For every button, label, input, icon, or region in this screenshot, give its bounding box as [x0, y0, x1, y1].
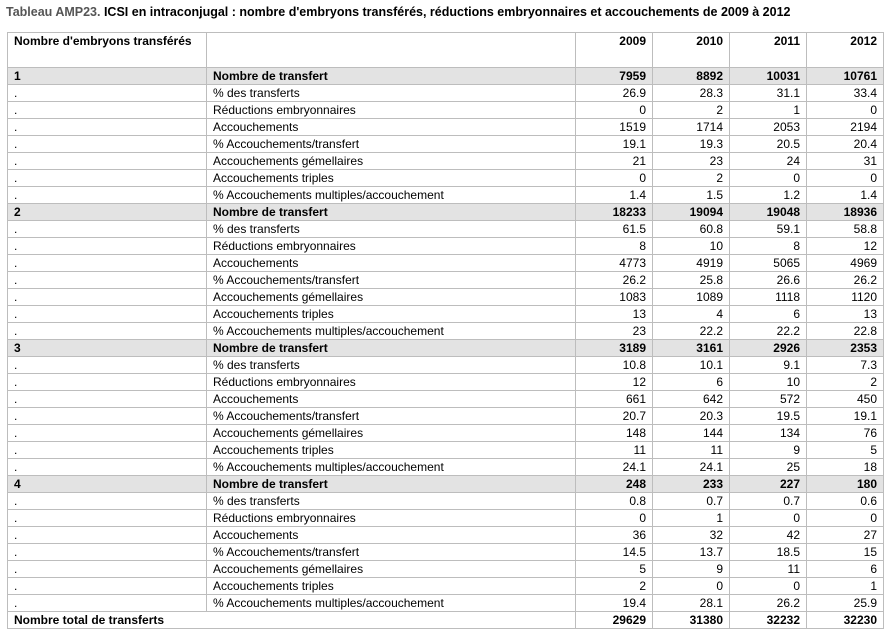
value-cell: 10 — [730, 374, 807, 391]
total-value: 32230 — [807, 612, 884, 629]
value-cell: 25.9 — [807, 595, 884, 612]
value-cell: 233 — [653, 476, 730, 493]
value-cell: 0 — [807, 170, 884, 187]
value-cell: 148 — [576, 425, 653, 442]
table-row — [8, 493, 884, 510]
value-cell: 18 — [807, 459, 884, 476]
value-cell: 3161 — [653, 340, 730, 357]
value-cell: 6 — [730, 306, 807, 323]
indicator-cell: Réductions embryonnaires — [207, 510, 576, 527]
value-cell: 7959 — [576, 68, 653, 85]
value-cell: 32 — [653, 527, 730, 544]
value-cell: 12 — [576, 374, 653, 391]
table-caption: ICSI en intraconjugal : nombre d'embryons transférés, réductions embryonnaires et accouchements de 2009 à 2012 — [100, 5, 791, 19]
value-cell: 22.8 — [807, 323, 884, 340]
table-body — [8, 68, 884, 612]
value-cell: 227 — [730, 476, 807, 493]
table-row — [8, 578, 884, 595]
value-cell: 5065 — [730, 255, 807, 272]
indicator-cell: Accouchements gémellaires — [207, 289, 576, 306]
value-cell: 23 — [576, 323, 653, 340]
indicator-cell: % Accouchements/transfert — [207, 544, 576, 561]
embryo-count-cell: . — [8, 289, 207, 306]
value-cell: 7.3 — [807, 357, 884, 374]
value-cell: 11 — [653, 442, 730, 459]
value-cell: 28.3 — [653, 85, 730, 102]
value-cell: 0 — [653, 578, 730, 595]
value-cell: 76 — [807, 425, 884, 442]
embryo-count-cell: . — [8, 561, 207, 578]
value-cell: 1 — [807, 578, 884, 595]
value-cell: 248 — [576, 476, 653, 493]
value-cell: 9.1 — [730, 357, 807, 374]
indicator-cell: % Accouchements multiples/accouchement — [207, 459, 576, 476]
indicator-cell: Accouchements gémellaires — [207, 425, 576, 442]
table-row — [8, 357, 884, 374]
table-row — [8, 255, 884, 272]
embryo-count-cell: . — [8, 374, 207, 391]
value-cell: 0 — [807, 102, 884, 119]
embryo-count-cell: . — [8, 391, 207, 408]
value-cell: 134 — [730, 425, 807, 442]
total-row — [8, 612, 884, 629]
embryo-count-cell: . — [8, 102, 207, 119]
value-cell: 19.4 — [576, 595, 653, 612]
embryo-count-cell: . — [8, 357, 207, 374]
value-cell: 4969 — [807, 255, 884, 272]
header-year: 2011 — [730, 33, 807, 68]
header-indicator — [207, 33, 576, 68]
value-cell: 3189 — [576, 340, 653, 357]
value-cell: 0 — [730, 578, 807, 595]
value-cell: 19.1 — [576, 136, 653, 153]
indicator-cell: % Accouchements/transfert — [207, 408, 576, 425]
value-cell: 9 — [653, 561, 730, 578]
value-cell: 5 — [807, 442, 884, 459]
value-cell: 26.9 — [576, 85, 653, 102]
value-cell: 4773 — [576, 255, 653, 272]
value-cell: 0 — [576, 510, 653, 527]
indicator-cell: Accouchements — [207, 255, 576, 272]
embryo-count-cell: . — [8, 578, 207, 595]
value-cell: 19048 — [730, 204, 807, 221]
embryo-count-cell: . — [8, 595, 207, 612]
embryo-count-cell: 3 — [8, 340, 207, 357]
indicator-cell: % Accouchements/transfert — [207, 272, 576, 289]
value-cell: 23 — [653, 153, 730, 170]
table-row — [8, 238, 884, 255]
value-cell: 1.2 — [730, 187, 807, 204]
embryo-count-cell: 1 — [8, 68, 207, 85]
table-row — [8, 306, 884, 323]
indicator-cell: Nombre de transfert — [207, 476, 576, 493]
data-table — [7, 32, 884, 629]
value-cell: 26.2 — [730, 595, 807, 612]
value-cell: 2353 — [807, 340, 884, 357]
indicator-cell: Nombre de transfert — [207, 340, 576, 357]
value-cell: 2053 — [730, 119, 807, 136]
value-cell: 1089 — [653, 289, 730, 306]
value-cell: 18.5 — [730, 544, 807, 561]
indicator-cell: % des transferts — [207, 493, 576, 510]
value-cell: 60.8 — [653, 221, 730, 238]
table-row — [8, 170, 884, 187]
table-row — [8, 442, 884, 459]
value-cell: 10761 — [807, 68, 884, 85]
table-row — [8, 374, 884, 391]
value-cell: 2926 — [730, 340, 807, 357]
table-row — [8, 459, 884, 476]
value-cell: 25 — [730, 459, 807, 476]
value-cell: 10031 — [730, 68, 807, 85]
total-value: 32232 — [730, 612, 807, 629]
value-cell: 1.4 — [807, 187, 884, 204]
indicator-cell: % des transferts — [207, 357, 576, 374]
embryo-count-cell: . — [8, 306, 207, 323]
embryo-count-cell: . — [8, 272, 207, 289]
value-cell: 28.1 — [653, 595, 730, 612]
value-cell: 642 — [653, 391, 730, 408]
table-row — [8, 323, 884, 340]
table-row — [8, 272, 884, 289]
value-cell: 13.7 — [653, 544, 730, 561]
table-row — [8, 391, 884, 408]
value-cell: 10.1 — [653, 357, 730, 374]
value-cell: 24.1 — [576, 459, 653, 476]
header-row — [8, 33, 884, 68]
value-cell: 33.4 — [807, 85, 884, 102]
indicator-cell: % Accouchements/transfert — [207, 136, 576, 153]
indicator-cell: Accouchements triples — [207, 442, 576, 459]
embryo-count-cell: . — [8, 119, 207, 136]
header-year: 2012 — [807, 33, 884, 68]
value-cell: 10.8 — [576, 357, 653, 374]
indicator-cell: Accouchements triples — [207, 170, 576, 187]
table-row — [8, 595, 884, 612]
indicator-cell: % Accouchements multiples/accouchement — [207, 595, 576, 612]
value-cell: 450 — [807, 391, 884, 408]
indicator-cell: Accouchements — [207, 119, 576, 136]
table-row — [8, 221, 884, 238]
table-row — [8, 425, 884, 442]
value-cell: 26.6 — [730, 272, 807, 289]
group-row — [8, 204, 884, 221]
embryo-count-cell: . — [8, 425, 207, 442]
value-cell: 1083 — [576, 289, 653, 306]
value-cell: 0 — [730, 170, 807, 187]
value-cell: 31 — [807, 153, 884, 170]
table-row — [8, 187, 884, 204]
embryo-count-cell: . — [8, 255, 207, 272]
value-cell: 0.7 — [730, 493, 807, 510]
table-row — [8, 119, 884, 136]
value-cell: 31.1 — [730, 85, 807, 102]
value-cell: 1519 — [576, 119, 653, 136]
value-cell: 26.2 — [807, 272, 884, 289]
value-cell: 19.3 — [653, 136, 730, 153]
value-cell: 0.7 — [653, 493, 730, 510]
value-cell: 13 — [576, 306, 653, 323]
value-cell: 19.1 — [807, 408, 884, 425]
header-year: 2009 — [576, 33, 653, 68]
embryo-count-cell: . — [8, 442, 207, 459]
value-cell: 9 — [730, 442, 807, 459]
value-cell: 1 — [730, 102, 807, 119]
embryo-count-cell: . — [8, 323, 207, 340]
embryo-count-cell: . — [8, 85, 207, 102]
value-cell: 24 — [730, 153, 807, 170]
embryo-count-cell: . — [8, 493, 207, 510]
indicator-cell: Accouchements gémellaires — [207, 153, 576, 170]
total-label: Nombre total de transferts — [8, 612, 576, 629]
value-cell: 12 — [807, 238, 884, 255]
indicator-cell: Nombre de transfert — [207, 68, 576, 85]
value-cell: 1 — [653, 510, 730, 527]
indicator-cell: Accouchements triples — [207, 578, 576, 595]
table-row — [8, 527, 884, 544]
value-cell: 5 — [576, 561, 653, 578]
table-row — [8, 85, 884, 102]
value-cell: 1.4 — [576, 187, 653, 204]
value-cell: 18233 — [576, 204, 653, 221]
embryo-count-cell: 4 — [8, 476, 207, 493]
table-row — [8, 289, 884, 306]
embryo-count-cell: . — [8, 527, 207, 544]
value-cell: 2 — [576, 578, 653, 595]
value-cell: 1.5 — [653, 187, 730, 204]
value-cell: 19094 — [653, 204, 730, 221]
value-cell: 1714 — [653, 119, 730, 136]
embryo-count-cell: . — [8, 544, 207, 561]
embryo-count-cell: . — [8, 221, 207, 238]
indicator-cell: % Accouchements multiples/accouchement — [207, 323, 576, 340]
value-cell: 21 — [576, 153, 653, 170]
value-cell: 13 — [807, 306, 884, 323]
value-cell: 8 — [730, 238, 807, 255]
embryo-count-cell: . — [8, 170, 207, 187]
value-cell: 26.2 — [576, 272, 653, 289]
value-cell: 20.3 — [653, 408, 730, 425]
value-cell: 2 — [653, 102, 730, 119]
value-cell: 180 — [807, 476, 884, 493]
header-year: 2010 — [653, 33, 730, 68]
value-cell: 0.8 — [576, 493, 653, 510]
value-cell: 22.2 — [653, 323, 730, 340]
embryo-count-cell: . — [8, 153, 207, 170]
value-cell: 661 — [576, 391, 653, 408]
value-cell: 22.2 — [730, 323, 807, 340]
indicator-cell: % Accouchements multiples/accouchement — [207, 187, 576, 204]
indicator-cell: Accouchements — [207, 391, 576, 408]
table-row — [8, 136, 884, 153]
value-cell: 14.5 — [576, 544, 653, 561]
value-cell: 0 — [730, 510, 807, 527]
total-value: 29629 — [576, 612, 653, 629]
value-cell: 0.6 — [807, 493, 884, 510]
embryo-count-cell: . — [8, 510, 207, 527]
value-cell: 18936 — [807, 204, 884, 221]
value-cell: 0 — [576, 170, 653, 187]
embryo-count-cell: . — [8, 136, 207, 153]
value-cell: 144 — [653, 425, 730, 442]
value-cell: 8892 — [653, 68, 730, 85]
value-cell: 2194 — [807, 119, 884, 136]
value-cell: 10 — [653, 238, 730, 255]
indicator-cell: Accouchements gémellaires — [207, 561, 576, 578]
group-row — [8, 340, 884, 357]
value-cell: 0 — [807, 510, 884, 527]
value-cell: 1118 — [730, 289, 807, 306]
table-row — [8, 408, 884, 425]
embryo-count-cell: . — [8, 459, 207, 476]
group-row — [8, 476, 884, 493]
value-cell: 8 — [576, 238, 653, 255]
value-cell: 20.4 — [807, 136, 884, 153]
table-number: Tableau AMP23. — [6, 5, 101, 19]
indicator-cell: Réductions embryonnaires — [207, 238, 576, 255]
value-cell: 6 — [653, 374, 730, 391]
value-cell: 572 — [730, 391, 807, 408]
value-cell: 25.8 — [653, 272, 730, 289]
header-embryos: Nombre d'embryons transférés — [8, 33, 207, 68]
table-row — [8, 561, 884, 578]
table-row — [8, 153, 884, 170]
indicator-cell: % des transferts — [207, 221, 576, 238]
value-cell: 19.5 — [730, 408, 807, 425]
value-cell: 58.8 — [807, 221, 884, 238]
indicator-cell: Réductions embryonnaires — [207, 102, 576, 119]
value-cell: 61.5 — [576, 221, 653, 238]
embryo-count-cell: . — [8, 238, 207, 255]
value-cell: 24.1 — [653, 459, 730, 476]
indicator-cell: % des transferts — [207, 85, 576, 102]
value-cell: 2 — [807, 374, 884, 391]
total-value: 31380 — [653, 612, 730, 629]
value-cell: 42 — [730, 527, 807, 544]
value-cell: 2 — [653, 170, 730, 187]
value-cell: 11 — [730, 561, 807, 578]
value-cell: 4 — [653, 306, 730, 323]
value-cell: 27 — [807, 527, 884, 544]
value-cell: 15 — [807, 544, 884, 561]
indicator-cell: Accouchements — [207, 527, 576, 544]
embryo-count-cell: . — [8, 187, 207, 204]
embryo-count-cell: . — [8, 408, 207, 425]
value-cell: 11 — [576, 442, 653, 459]
value-cell: 1120 — [807, 289, 884, 306]
table-row — [8, 544, 884, 561]
value-cell: 4919 — [653, 255, 730, 272]
table-title — [6, 5, 791, 19]
value-cell: 20.5 — [730, 136, 807, 153]
indicator-cell: Nombre de transfert — [207, 204, 576, 221]
indicator-cell: Accouchements triples — [207, 306, 576, 323]
embryo-count-cell: 2 — [8, 204, 207, 221]
value-cell: 36 — [576, 527, 653, 544]
value-cell: 20.7 — [576, 408, 653, 425]
value-cell: 59.1 — [730, 221, 807, 238]
table-row — [8, 102, 884, 119]
indicator-cell: Réductions embryonnaires — [207, 374, 576, 391]
group-row — [8, 68, 884, 85]
value-cell: 0 — [576, 102, 653, 119]
value-cell: 6 — [807, 561, 884, 578]
table-row — [8, 510, 884, 527]
